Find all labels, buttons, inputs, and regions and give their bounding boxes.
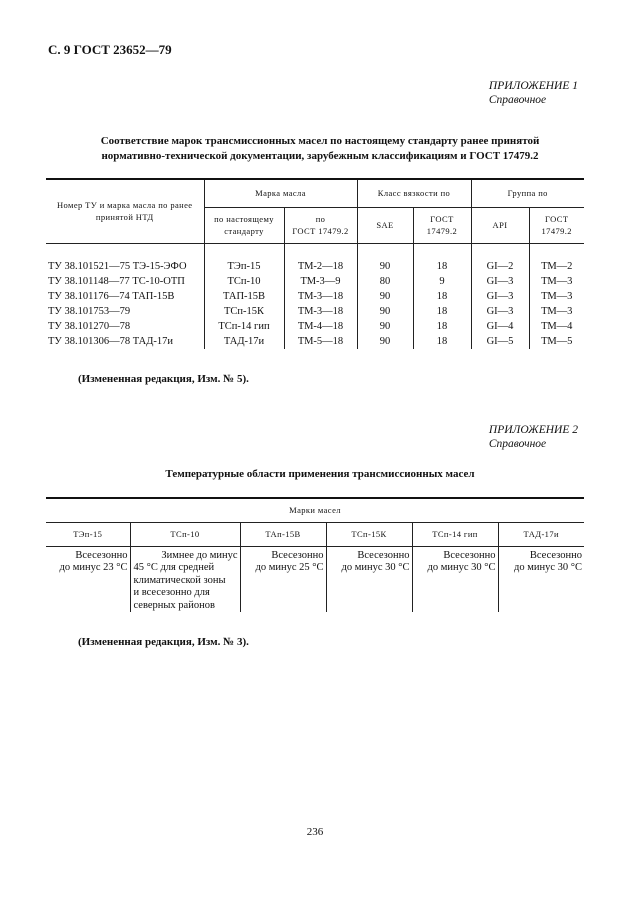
table-row: [46, 334, 584, 349]
cell-line: Всесезонно: [271, 549, 324, 561]
appendix2-note: (Измененная редакция, Изм. № 3).: [78, 636, 249, 648]
cell-line: и всесезонно для: [133, 587, 210, 598]
row-ggost: ТМ—2: [529, 259, 584, 274]
column-header: ТЭп-15: [46, 522, 130, 546]
page-header: С. 9 ГОСТ 23652—79: [48, 42, 172, 57]
row-sae: 80: [357, 274, 413, 289]
row-gost: ТМ-3—9: [284, 274, 357, 289]
cell-line: Всесезонно: [443, 549, 496, 561]
cell-tsp15k: [326, 546, 412, 612]
row-vgost: 18: [413, 334, 471, 349]
table-row: [46, 319, 584, 334]
cell-line: северных районов: [133, 599, 215, 611]
row-ggost: ТМ—3: [529, 289, 584, 304]
cell-line: до минус 30 °С: [514, 562, 582, 573]
row-gost: ТМ-3—18: [284, 289, 357, 304]
row-std: ТСп-14 гип: [204, 319, 284, 334]
cell-line: до минус 30 °С: [427, 562, 496, 573]
row-std: ТСп-10: [204, 274, 284, 289]
temperature-table: [46, 497, 584, 612]
header-grp-gost: [529, 207, 584, 243]
column-header: ТАп-15В: [240, 522, 326, 546]
row-sae: 90: [357, 259, 413, 274]
cell-line: 45 °С для средней: [133, 562, 215, 573]
appendix2-label: ПРИЛОЖЕНИЕ 2: [488, 424, 578, 436]
row-gost: ТМ-3—18: [284, 304, 357, 319]
table-row: [46, 546, 584, 612]
header-tu-mark: [46, 179, 204, 243]
row-gost: ТМ-2—18: [284, 259, 357, 274]
appendix1-title: [40, 134, 600, 164]
page-number: 236: [306, 826, 324, 838]
row-vgost: 18: [413, 289, 471, 304]
row-sae: 90: [357, 304, 413, 319]
cell-line: до минус 30 °С: [341, 562, 410, 573]
row-tu: ТУ 38.101521—75 ТЭ-15-ЭФО: [48, 261, 187, 272]
appendix1-title-line2: нормативно-технической документации, зарубежным классификациям и ГОСТ 17479.2: [101, 150, 539, 162]
column-header: ТСп-10: [130, 522, 240, 546]
header-brand-std-line2: стандарту: [224, 226, 264, 236]
row-api: GI—2: [471, 259, 529, 274]
header-sae: SAE: [357, 207, 413, 243]
table-row: [46, 274, 584, 289]
header-api: API: [471, 207, 529, 243]
column-header: ТСп-14 гип: [412, 522, 498, 546]
appendix2-kind: Справочное: [488, 438, 547, 450]
cell-tap15v: [240, 546, 326, 612]
appendix1-kind: Справочное: [488, 94, 547, 106]
row-ggost: ТМ—3: [529, 274, 584, 289]
row-ggost: ТМ—4: [529, 319, 584, 334]
appendix2-title: Температурные области применения трансмиссионных масел: [165, 468, 475, 480]
cell-tsp10: [130, 546, 240, 612]
header-brand-gost: [284, 207, 357, 243]
row-sae: 90: [357, 334, 413, 349]
header-tu-line1: Номер ТУ и марка масла по ранее: [57, 200, 193, 211]
row-gost: ТМ-4—18: [284, 319, 357, 334]
correspondence-table: [46, 178, 584, 349]
row-std: ТАД-17и: [204, 334, 284, 349]
header-grp-gost-line2: 17479.2: [541, 226, 572, 236]
cell-tad17i: [498, 546, 584, 612]
header-grp-gost-line1: ГОСТ: [545, 214, 569, 224]
cell-line: климатической зоны: [133, 574, 226, 586]
header-brands: Марки масел: [46, 498, 584, 522]
header-visc-gost-line1: ГОСТ: [430, 214, 454, 224]
appendix1-label-block: [489, 79, 578, 107]
column-header: ТАД-17и: [498, 522, 584, 546]
header-viscosity: Класс вязкости по: [357, 179, 471, 207]
row-sae: 90: [357, 289, 413, 304]
row-vgost: 18: [413, 319, 471, 334]
row-vgost: 18: [413, 259, 471, 274]
appendix2-label-block: [489, 423, 578, 451]
row-ggost: ТМ—5: [529, 334, 584, 349]
column-header: ТСп-15К: [326, 522, 412, 546]
row-api: GI—3: [471, 274, 529, 289]
header-brand: Марка масла: [204, 179, 357, 207]
header-group: Группа по: [471, 179, 584, 207]
cell-tep15: [46, 546, 130, 612]
cell-line: до минус 23 °С: [59, 562, 128, 573]
row-api: GI—4: [471, 319, 529, 334]
appendix1-note: (Измененная редакция, Изм. № 5).: [78, 373, 249, 385]
row-gost: ТМ-5—18: [284, 334, 357, 349]
cell-line: Зимнее до минус: [161, 549, 238, 561]
cell-line: до минус 25 °С: [255, 562, 324, 573]
header-tu-line2: принятой НТД: [95, 212, 154, 223]
header-visc-gost-line2: 17479.2: [426, 226, 458, 236]
row-vgost: 9: [413, 274, 471, 289]
row-api: GI—3: [471, 304, 529, 319]
row-std: ТЭп-15: [204, 259, 284, 274]
row-tu: ТУ 38.101306—78 ТАД-17и: [48, 336, 173, 347]
header-brand-gost-line2: ГОСТ 17479.2: [292, 226, 349, 236]
header-brand-gost-line1: по: [315, 214, 326, 224]
row-std: ТСп-15К: [204, 304, 284, 319]
row-tu: ТУ 38.101176—74 ТАП-15В: [48, 291, 175, 302]
row-tu: ТУ 38.101753—79: [48, 306, 131, 317]
row-ggost: ТМ—3: [529, 304, 584, 319]
table-row: [46, 259, 584, 274]
row-std: ТАП-15В: [204, 289, 284, 304]
cell-tsp14gip: [412, 546, 498, 612]
table-row: [46, 304, 584, 319]
cell-line: Всесезонно: [357, 549, 410, 561]
row-vgost: 18: [413, 304, 471, 319]
header-brand-std-line1: по настоящему: [214, 214, 274, 224]
table-row: [46, 289, 584, 304]
row-sae: 90: [357, 319, 413, 334]
row-api: GI—3: [471, 289, 529, 304]
header-visc-gost: [413, 207, 471, 243]
row-tu: ТУ 38.101270—78: [48, 321, 131, 332]
cell-line: Всесезонно: [75, 549, 128, 561]
appendix1-title-line1: Соответствие марок трансмиссионных масел по настоящему стандарту ранее принятой: [100, 135, 540, 147]
appendix1-label: ПРИЛОЖЕНИЕ 1: [488, 80, 578, 92]
row-api: GI—5: [471, 334, 529, 349]
header-brand-std: [204, 207, 284, 243]
row-tu: ТУ 38.101148—77 ТС-10-ОТП: [48, 276, 185, 287]
cell-line: Всесезонно: [529, 549, 582, 561]
